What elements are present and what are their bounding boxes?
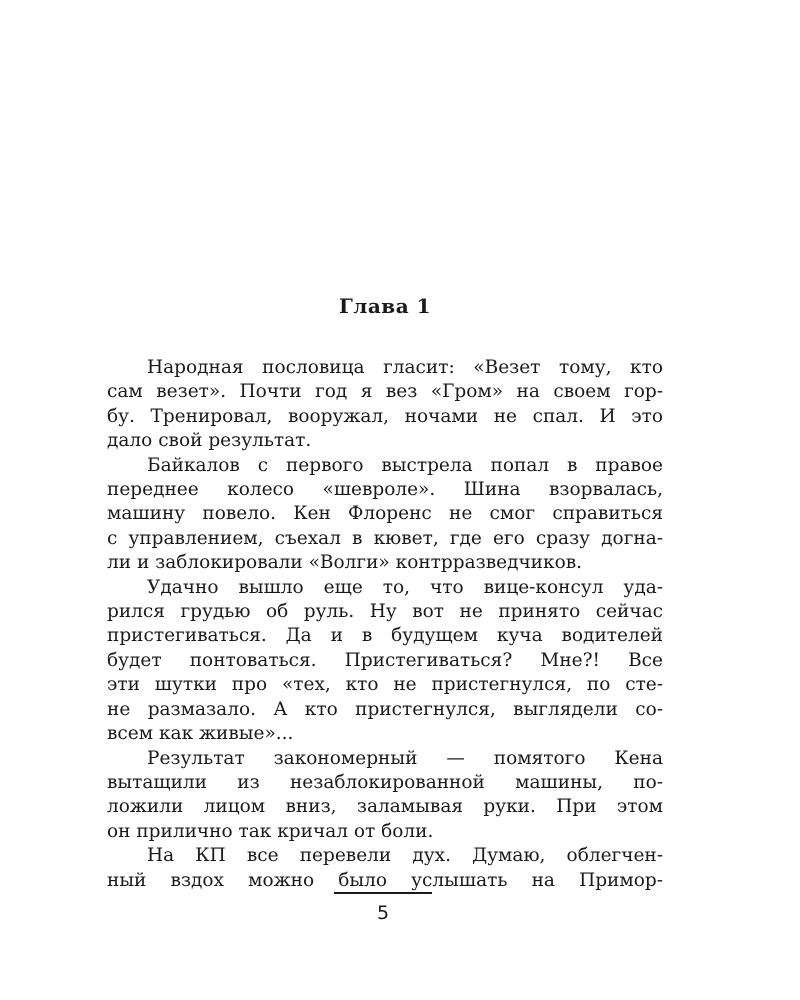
text-line: ный вздох можно было услышать на Примор-: [107, 869, 663, 891]
text-line: На КП все перевели дух. Думаю, облегчен-: [147, 845, 663, 867]
text-line: бу. Тренировал, вооружал, ночами не спал. И это: [107, 405, 663, 427]
page-number: 5: [376, 902, 390, 924]
text-line: переднее колесо «шевроле». Шина взорвалась,: [107, 479, 663, 501]
text-line: с управлением, съехал в кювет, где его сразу догна-: [107, 527, 663, 549]
text-line: он прилично так кричал от боли.: [107, 820, 434, 842]
text-line: будет понтоваться. Пристегиваться? Мне?! Все: [107, 649, 663, 671]
text-line: дало свой результат.: [107, 430, 312, 452]
text-line: пристегиваться. Да и в будущем куча водителей: [107, 625, 663, 647]
text-line: всем как живые»...: [107, 723, 294, 745]
text-line: ли и заблокировали «Волги» контрразведчиков.: [107, 552, 583, 574]
text-line: Народная пословица гласит: «Везет тому, кто: [147, 357, 663, 378]
text-line: вытащили из незаблокированной машины, по-: [107, 771, 663, 793]
text-line: Байкалов с первого выстрела попал в правое: [147, 454, 663, 476]
text-line: эти шутки про «тех, кто не пристегнулся, по сте-: [107, 674, 663, 696]
body-text: [107, 356, 663, 893]
text-line: ложили лицом вниз, заламывая руки. При этом: [107, 796, 663, 818]
text-line: машину повело. Кен Флоренс не смог справиться: [107, 503, 663, 525]
text-line: не размазало. А кто пристегнулся, выглядели со-: [107, 698, 663, 720]
text-line: рился грудью об руль. Ну вот не принято сейчас: [107, 601, 663, 623]
footer-rule: [334, 892, 432, 894]
chapter-title: Глава 1: [338, 294, 432, 318]
text-line: Удачно вышло еще то, что вице-консул уда-: [147, 576, 663, 598]
text-line: Результат закономерный — помятого Кена: [147, 747, 663, 769]
text-line: сам везет». Почти год я вез «Гром» на своем гор-: [107, 381, 663, 403]
